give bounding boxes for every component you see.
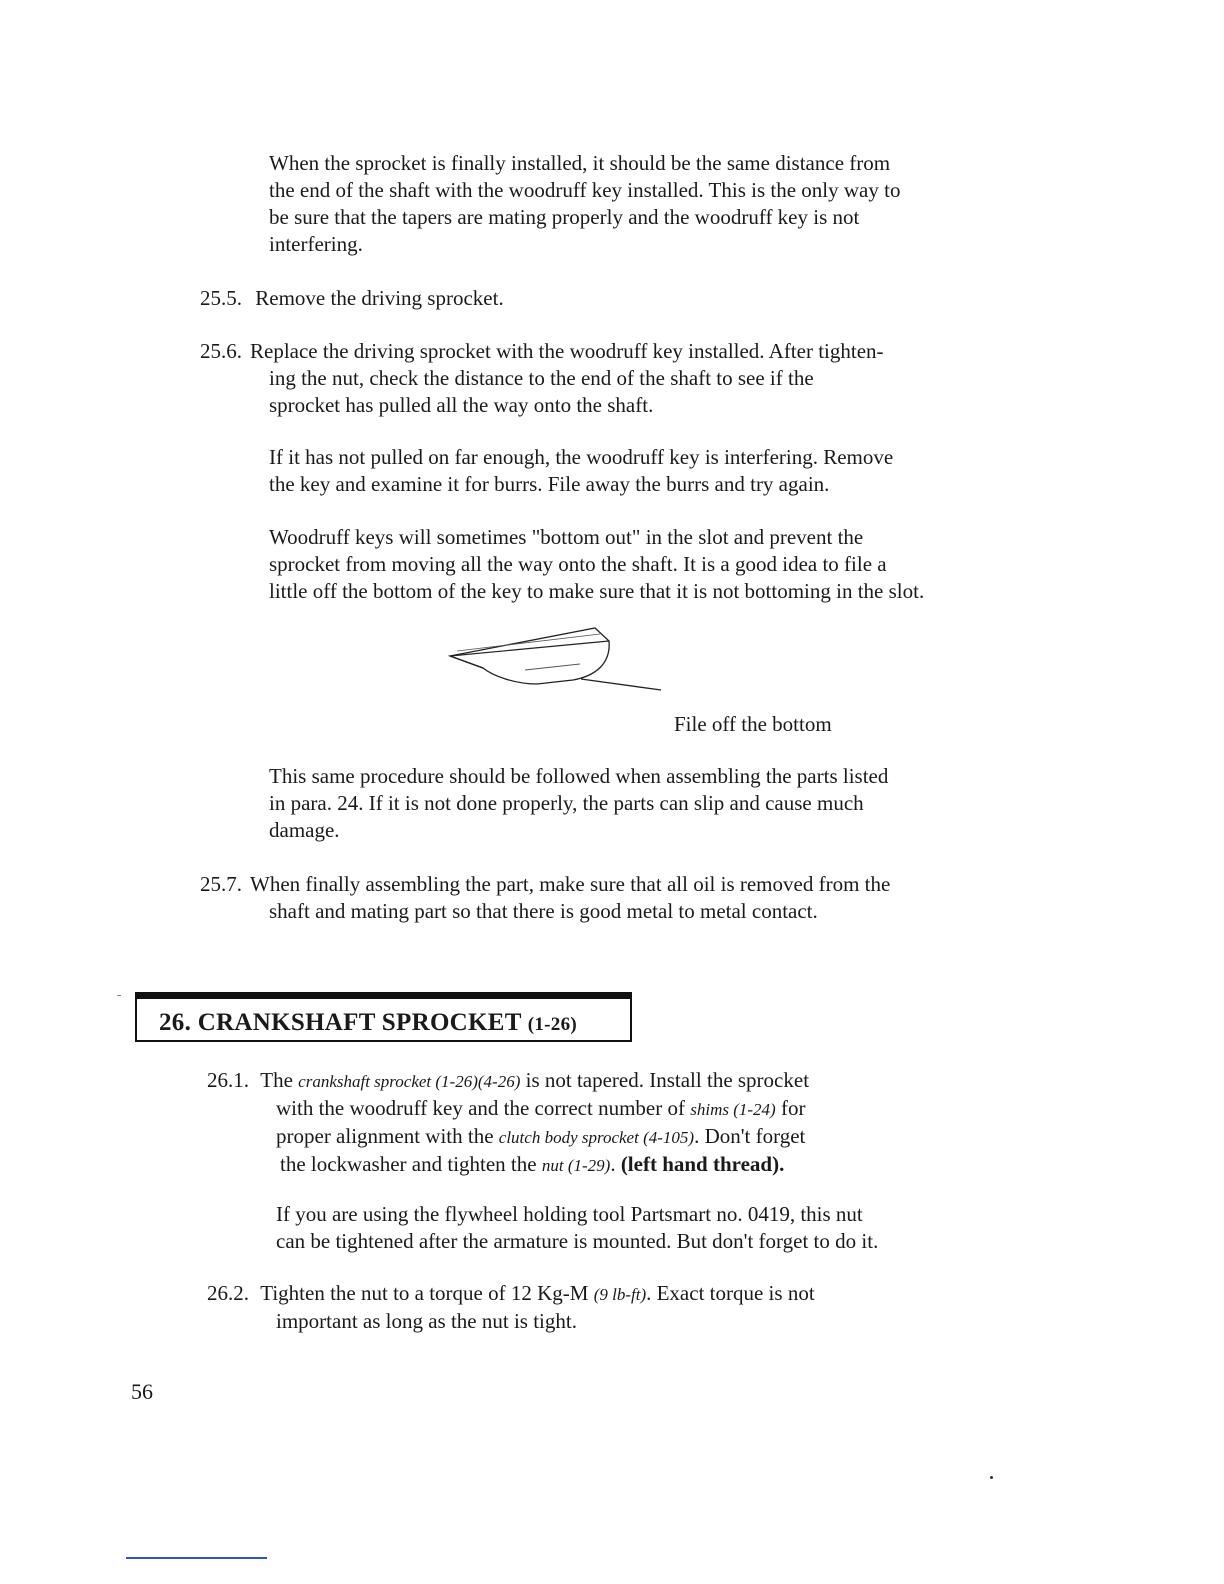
warning-text: (left hand thread). [620,1152,785,1176]
section-header-box [135,992,632,1042]
text-segment: . [610,1152,621,1176]
text-segment: . Don't forget [694,1124,806,1148]
torque-imperial: (9 lb-ft) [593,1285,647,1304]
text-line: sprocket from moving all the way onto the shaft. It is a good idea to file a [269,552,887,576]
bottom-rule [126,1557,267,1559]
step-number: 25.6. [200,339,242,363]
text-line: the key and examine it for burrs. File away the burrs and try again. [269,472,830,496]
text-line: damage. [269,818,340,842]
note-interfering [269,444,893,498]
text-line: be sure that the tapers are mating properly and the woodruff key is not [269,205,860,229]
margin-tick [117,995,121,996]
step-text: Remove the driving sprocket. [255,286,504,310]
intro-paragraph [269,150,900,258]
text-line: ing the nut, check the distance to the end of the shaft to see if the [269,366,814,390]
text-line: important as long as the nut is tight. [276,1309,577,1333]
text-line: little off the bottom of the key to make sure that it is not bottoming in the slot. [269,579,925,603]
woodruff-key-figure [445,624,675,701]
text-segment: proper alignment with the [276,1124,499,1148]
note-same-procedure [269,763,888,844]
part-reference: shims (1-24) [690,1100,776,1119]
text-line: If it has not pulled on far enough, the woodruff key is interfering. Remove [269,445,894,469]
text-segment: with the woodruff key and the correct number of [276,1096,691,1120]
section-title-text: 26. CRANKSHAFT SPROCKET [159,1009,522,1036]
text-line: sprocket has pulled all the way onto the shaft. [269,393,654,417]
step-26-1 [207,1067,809,1179]
page-number: 56 [131,1379,153,1404]
text-segment: . Exact torque is not [646,1281,815,1305]
section-code: (1-26) [527,1014,578,1035]
text-segment: the lockwasher and tighten the [280,1152,542,1176]
text-segment: is not tapered. Install the sprocket [520,1068,810,1092]
note-flywheel-tool [276,1201,878,1255]
step-26-2 [207,1280,815,1335]
part-reference: clutch body sprocket (4-105) [498,1128,695,1147]
text-segment: Tighten the nut to a torque of 12 Kg-M [260,1281,594,1305]
text-line: in para. 24. If it is not done properly, the parts can slip and cause much [269,791,864,815]
step-number: 26.1. [207,1068,249,1092]
text-line: When the sprocket is finally installed, it should be the same distance from [269,151,891,175]
text-line: If you are using the flywheel holding tool Partsmart no. 0419, this nut [276,1202,863,1226]
section-title [159,1009,577,1038]
part-reference: nut (1-29) [541,1156,611,1175]
woodruff-key-icon [445,624,675,694]
text-line: the end of the shaft with the woodruff key installed. This is the only way to [269,178,901,202]
figure-caption: File off the bottom [674,712,832,736]
step-number: 25.7. [200,872,242,896]
text-line: Replace the driving sprocket with the woodruff key installed. After tighten- [250,339,884,363]
step-number: 25.5. [200,286,242,310]
note-bottom-out [269,524,924,605]
scan-speck [990,1476,993,1479]
text-segment: for [775,1096,806,1120]
text-line: When finally assembling the part, make sure that all oil is removed from the [250,872,891,896]
step-25-5 [200,285,504,312]
text-line: This same procedure should be followed when assembling the parts listed [269,764,889,788]
text-line: can be tightened after the armature is mounted. But don't forget to do it. [276,1229,879,1253]
text-line: Woodruff keys will sometimes "bottom out" in the slot and prevent the [269,525,864,549]
text-line: interfering. [269,232,363,256]
text-segment: The [260,1068,299,1092]
step-25-6 [200,338,884,419]
text-line: shaft and mating part so that there is good metal to metal contact. [269,899,818,923]
step-25-7 [200,871,890,925]
step-number: 26.2. [207,1281,249,1305]
part-reference: crankshaft sprocket (1-26)(4-26) [298,1072,521,1091]
